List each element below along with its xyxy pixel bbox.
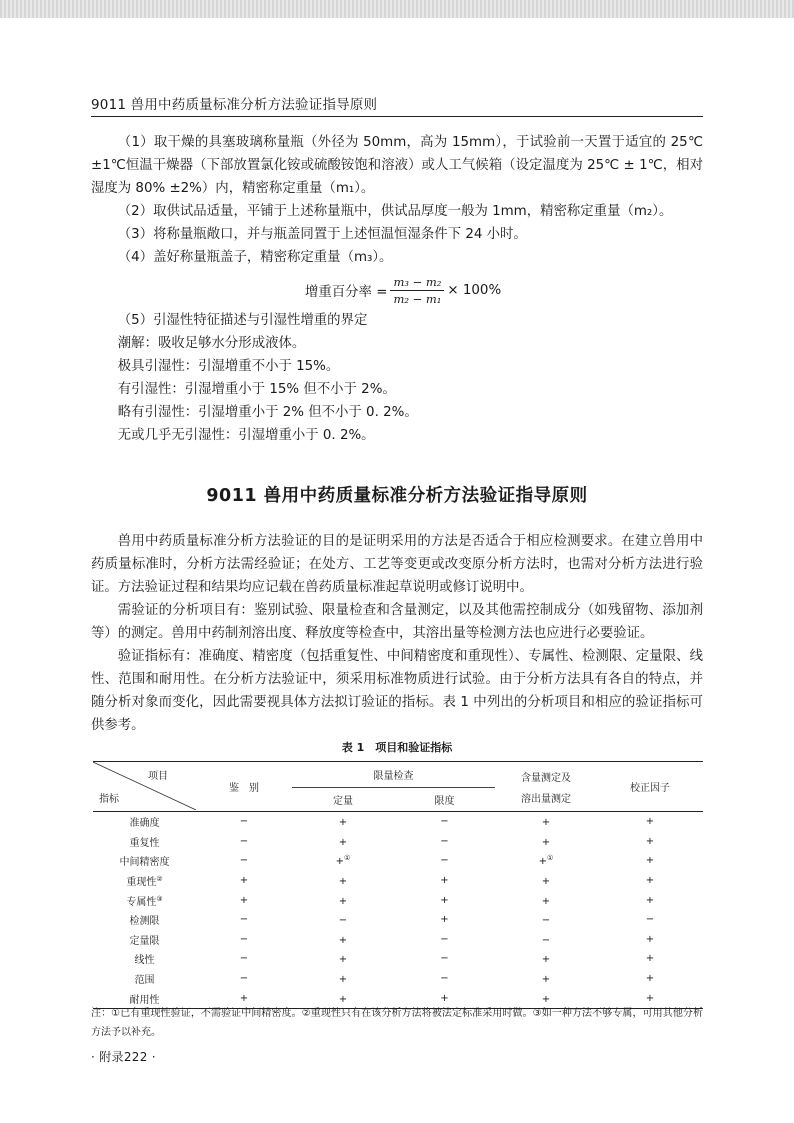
paragraph-indicators: 验证指标有：准确度、精密度（包括重复性、中间精密度和重现性）、专属性、检测限、定量限、线性、范围和耐用性。在分析方法验证中，须采用标准物质进行试验。由于分析方法具有各自的特点，并随分析对象而变化，因此需要视具体方法拟订验证的指标。表 1 中列出的分析项目和相应的验证指标可供参考。 <box>91 649 703 733</box>
row-label-footnote-mark: ② <box>156 875 163 884</box>
cell-assay <box>495 930 597 950</box>
cell-correction-factor <box>597 910 703 930</box>
table-row <box>93 930 703 950</box>
formula-fraction <box>390 275 444 306</box>
cell-quantitative-text: + <box>338 876 348 888</box>
cell-correction-factor-text: + <box>645 953 655 965</box>
cell-correction-factor <box>597 930 703 950</box>
definition-very-hygroscopic: 极具引湿性：引湿增重不小于 15%。 <box>117 359 340 374</box>
cell-assay-text: − <box>541 934 551 946</box>
table-footnote: 注：①已有重现性验证，不需验证中间精密度。②重现性只有在该分析方法将被法定标准采用时做。③如一种方法不够专属，可用其他分析方法予以补充。 <box>91 1008 703 1038</box>
cell-identification <box>196 969 292 989</box>
cell-limit-text: − <box>440 855 449 867</box>
row-label-text: 重现性 <box>126 877 157 889</box>
table-body <box>93 812 703 1009</box>
col-quantitative: 定量 <box>333 796 353 807</box>
cell-limit <box>394 969 495 989</box>
cell-correction-factor-text: + <box>645 835 655 847</box>
row-label <box>93 871 196 891</box>
corner-label-indicator: 指标 <box>99 794 119 805</box>
cell-quantitative <box>292 930 394 950</box>
table-caption: 表 1 项目和验证指标 <box>341 741 453 754</box>
header-rule <box>91 116 703 117</box>
cell-assay-text: + <box>541 974 551 986</box>
paragraph-items: 需验证的分析项目有：鉴别试验、限量检查和含量测定，以及其他需控制成分（如残留物、添加剂等）的测定。兽用中药制剂溶出度、释放度等检查中，其溶出量等检测方法也应进行必要验证。 <box>91 603 703 641</box>
cell-identification-text: − <box>239 816 249 828</box>
row-label <box>93 851 196 871</box>
row-label <box>93 910 196 930</box>
cell-assay-text: + <box>541 895 551 907</box>
cell-correction-factor <box>597 812 703 832</box>
cell-identification <box>196 812 292 832</box>
row-label <box>93 812 196 832</box>
cell-identification <box>196 832 292 852</box>
cell-limit-text: − <box>440 835 449 847</box>
cell-assay-footnote-mark: ① <box>547 854 554 863</box>
cell-quantitative-text: + <box>338 817 348 829</box>
cell-correction-factor-text: + <box>645 875 655 887</box>
cell-assay-text: + <box>541 993 551 1005</box>
cell-limit-text: − <box>440 953 449 965</box>
step-1: （1）取干燥的具塞玻璃称量瓶（外径为 50mm，高为 15mm），于试验前一天置于适宜的 25℃ ±1℃恒温干燥器（下部放置氯化铵或硫酸铵饱和溶液）或人工气候箱（设定温度为 25℃ ± 1℃，相对湿度为 80% ±2%）内，精密称定重量（m₁）。 <box>91 135 703 196</box>
step-4: （4）盖好称量瓶盖子，精密称定重量（m₃）。 <box>117 250 393 265</box>
table-row <box>93 890 703 910</box>
cell-limit-text: + <box>440 992 449 1004</box>
cell-quantitative <box>292 851 394 871</box>
col-limit: 限度 <box>434 796 455 807</box>
cell-assay <box>495 890 597 910</box>
cell-assay <box>495 812 597 832</box>
cell-limit-text: − <box>440 973 449 985</box>
row-label-text: 检测限 <box>129 916 160 928</box>
cell-quantitative <box>292 832 394 852</box>
row-label-text: 耐用性 <box>129 994 160 1006</box>
corner-label-item: 项目 <box>148 771 168 782</box>
cell-limit-text: + <box>440 894 449 906</box>
row-label-text: 准确度 <box>129 818 160 830</box>
formula-numerator: m₃ − m₂ <box>390 275 444 291</box>
cell-assay-text: − <box>541 915 551 927</box>
cell-identification-text: + <box>239 894 249 906</box>
formula-denominator: m₂ − m₁ <box>393 291 442 306</box>
cell-identification-text: − <box>239 973 249 985</box>
cell-assay <box>495 832 597 852</box>
cell-limit-text: − <box>440 816 449 828</box>
table-row <box>93 871 703 891</box>
cell-quantitative-text: + <box>338 934 348 946</box>
cell-correction-factor <box>597 890 703 910</box>
cell-quantitative-text: + <box>338 993 348 1005</box>
row-label-text: 重复性 <box>129 837 160 849</box>
definition-non-hygroscopic: 无或几乎无引湿性：引湿增重小于 0. 2%。 <box>117 428 375 443</box>
cell-limit-text: + <box>440 875 449 887</box>
row-label <box>93 969 196 989</box>
row-label <box>93 832 196 852</box>
paragraph-purpose: 兽用中药质量标准分析方法验证的目的是证明采用的方法是否适合于相应检测要求。在建立兽用中药质量标准时，分析方法需经验证；在处方、工艺等变更或改变原分析方法时，也需对分析方法进行验证。方法验证过程和结果均应记载在兽药质量标准起草说明或修订说明中。 <box>91 534 703 595</box>
cell-correction-factor-text: − <box>645 914 655 926</box>
cell-limit <box>394 832 495 852</box>
cell-identification <box>196 890 292 910</box>
cell-identification-text: − <box>239 835 249 847</box>
cell-correction-factor <box>597 832 703 852</box>
cell-limit <box>394 930 495 950</box>
section-title: 9011 兽用中药质量标准分析方法验证指导原则 <box>206 486 588 506</box>
cell-assay-text: + <box>541 954 551 966</box>
step-2: （2）取供试品适量，平铺于上述称量瓶中，供试品厚度一般为 1mm，精密称定重量（m₂）。 <box>117 204 673 219</box>
cell-correction-factor-text: + <box>645 992 655 1004</box>
cell-assay <box>495 949 597 969</box>
cell-quantitative <box>292 890 394 910</box>
table-row <box>93 910 703 930</box>
cell-correction-factor-text: + <box>645 973 655 985</box>
cell-limit <box>394 871 495 891</box>
cell-limit-text: − <box>440 933 449 945</box>
table-corner-cell <box>93 762 196 812</box>
row-label <box>93 890 196 910</box>
col-assay-line2: 溶出量测定 <box>521 793 571 805</box>
cell-assay <box>495 851 597 871</box>
weight-gain-formula <box>305 273 501 307</box>
col-assay-line1: 含量测定及 <box>521 772 571 784</box>
row-label-text: 定量限 <box>129 935 160 947</box>
hygroscopicity-definitions <box>91 309 703 447</box>
cell-quantitative-text: + <box>335 856 345 868</box>
definition-deliquescence: 潮解：吸收足够水分形成液体。 <box>117 336 306 351</box>
cell-limit <box>394 890 495 910</box>
cell-correction-factor-text: + <box>645 894 655 906</box>
cell-identification <box>196 930 292 950</box>
table-row <box>93 812 703 832</box>
cell-identification-text: − <box>239 933 249 945</box>
page-number: · 附录222 · <box>91 1050 156 1064</box>
row-label <box>93 930 196 950</box>
cell-identification <box>196 910 292 930</box>
cell-limit <box>394 851 495 871</box>
step-5: （5）引湿性特征描述与引湿性增重的界定 <box>117 313 368 328</box>
cell-assay <box>495 969 597 989</box>
cell-correction-factor <box>597 871 703 891</box>
cell-identification <box>196 871 292 891</box>
cell-quantitative <box>292 871 394 891</box>
formula-tail: × 100% <box>447 282 502 298</box>
row-label-footnote-mark: ③ <box>156 894 163 903</box>
step-3: （3）将称量瓶敞口，并与瓶盖同置于上述恒温恒湿条件下 24 小时。 <box>117 227 527 242</box>
cell-limit <box>394 812 495 832</box>
row-label-text: 专属性 <box>126 896 157 908</box>
cell-quantitative-footnote-mark: ① <box>344 854 351 863</box>
cell-limit <box>394 910 495 930</box>
table-row <box>93 949 703 969</box>
cell-quantitative <box>292 910 394 930</box>
cell-quantitative-text: − <box>338 915 348 927</box>
cell-identification-text: + <box>239 992 249 1004</box>
cell-quantitative <box>292 969 394 989</box>
table-row <box>93 969 703 989</box>
running-header: 9011 兽用中药质量标准分析方法验证指导原则 <box>91 97 378 113</box>
col-identification: 鉴 别 <box>196 762 292 812</box>
cell-assay-text: + <box>538 856 548 868</box>
cell-assay <box>495 871 597 891</box>
definition-slightly-hygroscopic: 略有引湿性：引湿增重小于 2% 但不小于 0. 2%。 <box>117 405 418 420</box>
cell-correction-factor-text: + <box>645 855 655 867</box>
section-body <box>91 530 703 737</box>
cell-assay <box>495 910 597 930</box>
cell-quantitative <box>292 949 394 969</box>
cell-correction-factor-text: + <box>645 933 655 945</box>
cell-quantitative <box>292 812 394 832</box>
cell-correction-factor-text: + <box>645 816 655 828</box>
cell-quantitative-text: + <box>338 974 348 986</box>
table-row <box>93 832 703 852</box>
row-label-text: 中间精密度 <box>119 857 170 869</box>
cell-limit <box>394 949 495 969</box>
cell-correction-factor <box>597 949 703 969</box>
cell-assay-text: + <box>541 836 551 848</box>
procedure-steps <box>91 131 703 269</box>
cell-identification-text: − <box>239 914 249 926</box>
cell-identification-text: − <box>239 953 249 965</box>
formula-lhs: 增重百分率 = <box>305 284 388 300</box>
table-row <box>93 851 703 871</box>
row-label-text: 线性 <box>134 955 155 967</box>
cell-correction-factor <box>597 969 703 989</box>
row-label-text: 范围 <box>134 975 155 987</box>
cell-assay-text: + <box>541 876 551 888</box>
scan-edge-band <box>0 0 794 18</box>
cell-identification-text: + <box>239 875 249 887</box>
col-assay <box>495 762 597 812</box>
cell-quantitative-text: + <box>338 895 348 907</box>
cell-identification <box>196 851 292 871</box>
cell-identification <box>196 949 292 969</box>
cell-assay-text: + <box>541 817 551 829</box>
col-limit-group: 限量检查 <box>292 762 495 788</box>
definition-hygroscopic: 有引湿性：引湿增重小于 15% 但不小于 2%。 <box>117 382 396 397</box>
row-label <box>93 949 196 969</box>
col-correction-factor: 校正因子 <box>597 762 703 812</box>
cell-limit-text: + <box>440 914 449 926</box>
cell-identification-text: − <box>239 855 249 867</box>
validation-table <box>93 761 703 1009</box>
cell-quantitative-text: + <box>338 836 348 848</box>
table-header-row-1 <box>93 762 703 788</box>
cell-correction-factor <box>597 851 703 871</box>
cell-quantitative-text: + <box>338 954 348 966</box>
